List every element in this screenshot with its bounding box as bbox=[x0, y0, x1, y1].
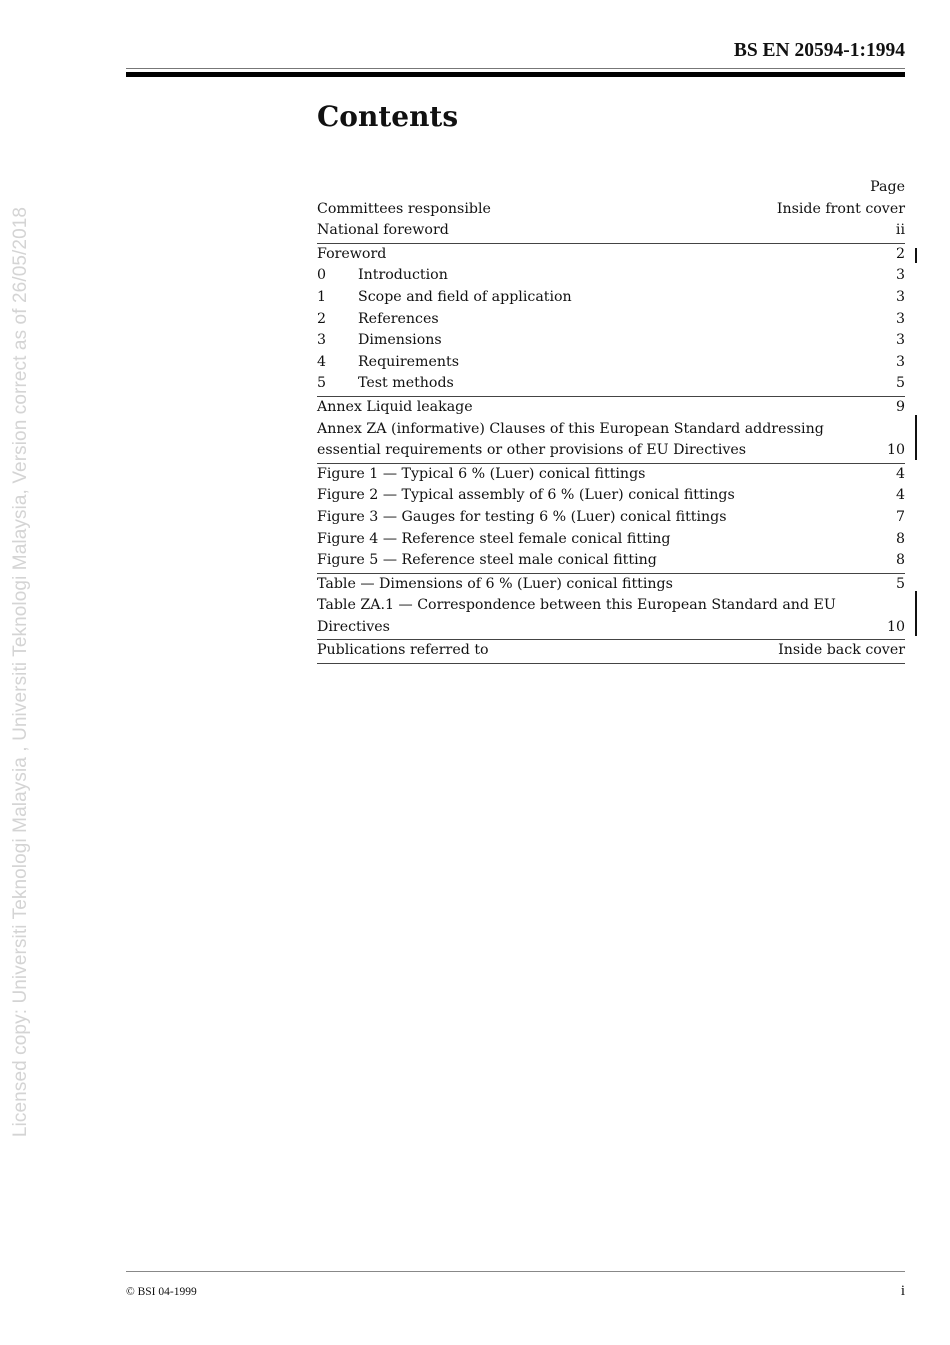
toc-entry[interactable] bbox=[317, 529, 905, 551]
toc-entry[interactable] bbox=[317, 330, 905, 352]
toc-entry-title: Table — Dimensions of 6 % (Luer) conical fittings bbox=[317, 575, 673, 592]
toc-entry[interactable] bbox=[317, 287, 905, 309]
toc-entry-page: 3 bbox=[895, 267, 905, 284]
toc-entry-title: Figure 5 — Reference steel male conical fitting bbox=[317, 552, 657, 569]
toc-entry-title: Table ZA.1 — Correspondence between this European Standard and EU Directives bbox=[317, 597, 836, 635]
toc-entry-label-group bbox=[317, 595, 847, 638]
toc-entry-title: Test methods bbox=[358, 375, 454, 392]
toc-entry-label-group bbox=[317, 485, 735, 507]
page-number: i bbox=[900, 1283, 905, 1299]
toc-entry-page: 8 bbox=[895, 552, 905, 569]
toc-entry-label-group bbox=[317, 330, 442, 352]
toc-entry-page: 10 bbox=[886, 618, 905, 635]
toc-entry-page: 9 bbox=[895, 398, 905, 415]
clause-number: 4 bbox=[317, 353, 327, 370]
toc-entry-label-group bbox=[317, 529, 670, 551]
table-of-contents bbox=[317, 177, 905, 664]
toc-entry-label-group bbox=[317, 309, 439, 331]
toc-entry-page: 7 bbox=[895, 508, 905, 525]
toc-entry-page: Inside back cover bbox=[778, 642, 905, 659]
change-bar-marker bbox=[915, 415, 917, 460]
toc-entry-page: 5 bbox=[895, 375, 905, 392]
toc-entry[interactable] bbox=[317, 419, 905, 462]
toc-entry[interactable] bbox=[317, 507, 905, 529]
toc-entry-page: 2 bbox=[895, 245, 905, 262]
clause-number: 2 bbox=[317, 310, 327, 327]
toc-entry[interactable] bbox=[317, 265, 905, 287]
copyright-notice: © BSI 04-1999 bbox=[126, 1286, 197, 1298]
toc-entry[interactable] bbox=[317, 550, 905, 572]
page-column-header: Page bbox=[870, 179, 905, 195]
toc-entry-label-group bbox=[317, 373, 454, 395]
toc-entry[interactable] bbox=[317, 464, 905, 486]
toc-group bbox=[317, 397, 905, 464]
toc-entry-title: Publications referred to bbox=[317, 642, 489, 659]
toc-entry-label-group bbox=[317, 220, 449, 242]
toc-entry-title: Scope and field of application bbox=[358, 288, 572, 305]
toc-entry[interactable] bbox=[317, 199, 905, 221]
change-bar-marker bbox=[915, 248, 917, 263]
toc-entry-title: Figure 1 — Typical 6 % (Luer) conical fittings bbox=[317, 465, 646, 482]
page-title: Contents bbox=[317, 100, 459, 133]
toc-entry-label-group bbox=[317, 352, 459, 374]
toc-entry-title: Annex Liquid leakage bbox=[317, 398, 473, 415]
toc-entry-page: 5 bbox=[895, 575, 905, 592]
toc-entry-label-group bbox=[317, 244, 386, 266]
clause-number: 5 bbox=[317, 375, 327, 392]
toc-entry-page: Inside front cover bbox=[776, 200, 905, 217]
toc-entry-label-group bbox=[317, 397, 473, 419]
toc-entry[interactable] bbox=[317, 640, 905, 662]
header-rule-thick bbox=[126, 72, 905, 77]
toc-entry-page: 3 bbox=[895, 310, 905, 327]
toc-entry-page: 8 bbox=[895, 530, 905, 547]
toc-entry-title: Foreword bbox=[317, 245, 387, 262]
toc-entry-title: Figure 4 — Reference steel female conical fitting bbox=[317, 530, 671, 547]
toc-entry-title: Annex ZA (informative) Clauses of this European Standard addressing essential requirements or other provisions of EU Directives bbox=[317, 420, 824, 459]
change-bar-marker bbox=[915, 591, 917, 636]
toc-entry[interactable] bbox=[317, 373, 905, 395]
toc-entry[interactable] bbox=[317, 574, 905, 596]
toc-entry-label-group bbox=[317, 550, 657, 572]
toc-entry-label-group bbox=[317, 464, 645, 486]
toc-entry[interactable] bbox=[317, 220, 905, 242]
clause-number: 3 bbox=[317, 332, 327, 349]
toc-entry-page: 10 bbox=[886, 442, 905, 459]
toc-entry-title: Introduction bbox=[358, 267, 448, 284]
toc-entry-label-group bbox=[317, 419, 847, 462]
toc-entry-page: 3 bbox=[895, 288, 905, 305]
toc-group bbox=[317, 464, 905, 574]
toc-entry[interactable] bbox=[317, 595, 905, 638]
toc-entry-title: National foreword bbox=[317, 222, 449, 239]
toc-body bbox=[317, 199, 905, 664]
toc-entry[interactable] bbox=[317, 352, 905, 374]
toc-entry-title: Figure 3 — Gauges for testing 6 % (Luer) conical fittings bbox=[317, 508, 727, 525]
toc-entry-page: 4 bbox=[895, 487, 905, 504]
toc-entry-label-group bbox=[317, 574, 673, 596]
toc-entry-label-group bbox=[317, 507, 727, 529]
toc-entry-page: 4 bbox=[895, 465, 905, 482]
document-id: BS EN 20594-1:1994 bbox=[733, 40, 905, 61]
toc-entry[interactable] bbox=[317, 244, 905, 266]
toc-entry-page: 3 bbox=[895, 332, 905, 349]
toc-entry-title: References bbox=[358, 310, 439, 327]
footer-rule bbox=[126, 1271, 905, 1272]
toc-entry-page: 3 bbox=[895, 353, 905, 370]
toc-entry-label-group bbox=[317, 640, 489, 662]
clause-number: 0 bbox=[317, 267, 327, 284]
toc-group bbox=[317, 640, 905, 664]
toc-entry-title: Requirements bbox=[358, 353, 459, 370]
toc-entry[interactable] bbox=[317, 397, 905, 419]
toc-entry-title: Committees responsible bbox=[317, 200, 491, 217]
toc-entry-page: ii bbox=[895, 222, 905, 239]
toc-entry-label-group bbox=[317, 265, 448, 287]
clause-number: 1 bbox=[317, 288, 327, 305]
toc-group bbox=[317, 199, 905, 244]
toc-entry-label-group bbox=[317, 199, 491, 221]
toc-group bbox=[317, 574, 905, 641]
header-rule-thin bbox=[126, 68, 905, 69]
toc-entry[interactable] bbox=[317, 309, 905, 331]
toc-group bbox=[317, 244, 905, 397]
toc-entry[interactable] bbox=[317, 485, 905, 507]
toc-entry-title: Dimensions bbox=[358, 332, 442, 349]
license-watermark: Licensed copy: Universiti Teknologi Malaysia , Universiti Teknologi Malaysia, Version correct as of 26/05/2018 bbox=[10, 206, 31, 1138]
toc-entry-label-group bbox=[317, 287, 572, 309]
toc-entry-title: Figure 2 — Typical assembly of 6 % (Luer) conical fittings bbox=[317, 487, 735, 504]
